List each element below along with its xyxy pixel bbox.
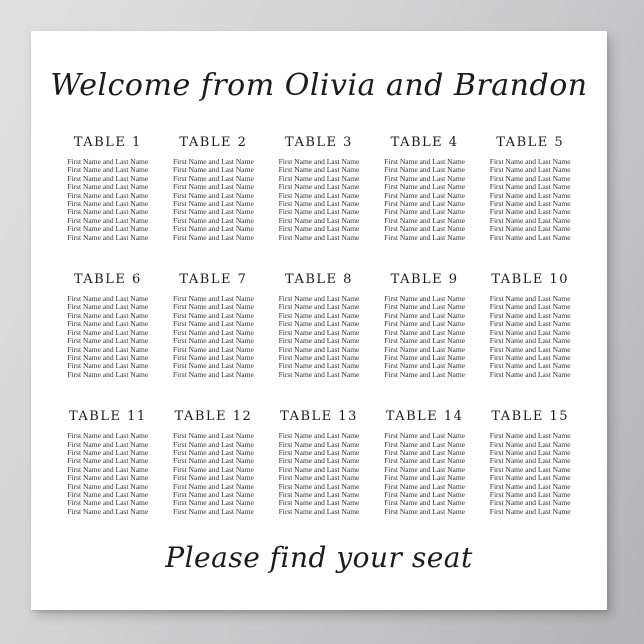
guest-name: First Name and Last Name: [489, 328, 571, 337]
guest-list: [479, 158, 581, 242]
guest-name: First Name and Last Name: [67, 233, 149, 242]
guest-name: First Name and Last Name: [384, 440, 465, 449]
guest-name: First Name and Last Name: [67, 432, 149, 441]
guest-name: First Name and Last Name: [489, 337, 571, 346]
guest-name: First Name and Last Name: [384, 432, 465, 441]
guest-name: First Name and Last Name: [67, 166, 149, 175]
guest-name: First Name and Last Name: [278, 216, 360, 225]
guest-name: First Name and Last Name: [172, 432, 254, 441]
guest-name: First Name and Last Name: [172, 208, 254, 217]
guest-name: First Name and Last Name: [172, 216, 254, 225]
guest-name: First Name and Last Name: [172, 448, 254, 457]
guest-name: First Name and Last Name: [489, 345, 571, 354]
guest-name: First Name and Last Name: [278, 465, 360, 474]
table-label: TABLE 15: [491, 409, 570, 425]
table-block: [374, 410, 476, 516]
guest-list: [479, 295, 581, 379]
guest-name: First Name and Last Name: [384, 311, 465, 320]
guest-name: First Name and Last Name: [489, 166, 571, 175]
guest-name: First Name and Last Name: [67, 507, 149, 516]
guest-name: First Name and Last Name: [67, 362, 149, 371]
guest-name: First Name and Last Name: [489, 362, 571, 371]
guest-list: [374, 432, 476, 516]
table-block: [268, 410, 370, 516]
guest-name: First Name and Last Name: [172, 320, 254, 329]
guest-name: First Name and Last Name: [489, 311, 571, 320]
guest-name: First Name and Last Name: [489, 208, 571, 217]
guest-name: First Name and Last Name: [172, 370, 254, 379]
guest-name: First Name and Last Name: [278, 482, 360, 491]
guest-name: First Name and Last Name: [67, 208, 149, 217]
guest-list: [163, 295, 265, 379]
guest-name: First Name and Last Name: [384, 216, 465, 225]
guest-list: [57, 158, 159, 242]
guest-name: First Name and Last Name: [278, 200, 360, 209]
guest-name: First Name and Last Name: [67, 328, 149, 337]
guest-name: First Name and Last Name: [489, 225, 571, 234]
guest-name: First Name and Last Name: [278, 311, 360, 320]
guest-name: First Name and Last Name: [384, 457, 465, 466]
table-label: TABLE 6: [73, 272, 142, 288]
guest-name: First Name and Last Name: [489, 174, 571, 183]
guest-name: First Name and Last Name: [67, 499, 149, 508]
guest-name: First Name and Last Name: [67, 191, 149, 200]
guest-name: First Name and Last Name: [172, 465, 254, 474]
guest-name: First Name and Last Name: [489, 440, 571, 449]
table-block: [479, 136, 581, 242]
guest-name: First Name and Last Name: [172, 457, 254, 466]
guest-name: First Name and Last Name: [489, 200, 571, 209]
guest-name: First Name and Last Name: [278, 507, 360, 516]
guest-name: First Name and Last Name: [489, 490, 571, 499]
guest-name: First Name and Last Name: [172, 166, 254, 175]
guest-name: First Name and Last Name: [278, 353, 360, 362]
guest-list: [268, 432, 370, 516]
guest-name: First Name and Last Name: [67, 370, 149, 379]
guest-name: First Name and Last Name: [384, 174, 465, 183]
table-block: [163, 273, 265, 379]
guest-name: First Name and Last Name: [172, 345, 254, 354]
guest-name: First Name and Last Name: [384, 448, 465, 457]
guest-name: First Name and Last Name: [172, 362, 254, 371]
guest-name: First Name and Last Name: [172, 183, 254, 192]
table-block: [268, 136, 370, 242]
guest-name: First Name and Last Name: [384, 320, 465, 329]
guest-name: First Name and Last Name: [384, 337, 465, 346]
guest-name: First Name and Last Name: [384, 225, 465, 234]
guest-name: First Name and Last Name: [489, 320, 571, 329]
guest-name: First Name and Last Name: [67, 465, 149, 474]
guest-name: First Name and Last Name: [278, 432, 360, 441]
guest-name: First Name and Last Name: [384, 370, 465, 379]
guest-name: First Name and Last Name: [67, 225, 149, 234]
guest-name: First Name and Last Name: [384, 191, 465, 200]
guest-name: First Name and Last Name: [278, 440, 360, 449]
guest-name: First Name and Last Name: [172, 353, 254, 362]
guest-name: First Name and Last Name: [278, 337, 360, 346]
table-block: [57, 410, 159, 516]
guest-name: First Name and Last Name: [489, 370, 571, 379]
table-label: TABLE 14: [385, 409, 464, 425]
guest-name: First Name and Last Name: [172, 311, 254, 320]
guest-name: First Name and Last Name: [172, 295, 254, 304]
guest-name: First Name and Last Name: [489, 353, 571, 362]
table-block: [374, 273, 476, 379]
table-label: TABLE 12: [174, 409, 253, 425]
guest-name: First Name and Last Name: [67, 303, 149, 312]
guest-name: First Name and Last Name: [172, 440, 254, 449]
guest-name: First Name and Last Name: [384, 362, 465, 371]
guest-name: First Name and Last Name: [489, 183, 571, 192]
guest-name: First Name and Last Name: [172, 158, 254, 166]
guest-name: First Name and Last Name: [278, 320, 360, 329]
guest-name: First Name and Last Name: [67, 482, 149, 491]
guest-name: First Name and Last Name: [278, 457, 360, 466]
guest-name: First Name and Last Name: [384, 233, 465, 242]
guest-name: First Name and Last Name: [489, 448, 571, 457]
guest-name: First Name and Last Name: [67, 200, 149, 209]
guest-name: First Name and Last Name: [384, 353, 465, 362]
guest-name: First Name and Last Name: [278, 158, 360, 166]
guest-name: First Name and Last Name: [489, 474, 571, 483]
guest-name: First Name and Last Name: [278, 474, 360, 483]
guest-name: First Name and Last Name: [384, 208, 465, 217]
guest-name: First Name and Last Name: [278, 295, 360, 304]
guest-name: First Name and Last Name: [384, 183, 465, 192]
guest-name: First Name and Last Name: [384, 158, 465, 166]
guest-name: First Name and Last Name: [67, 457, 149, 466]
guest-name: First Name and Last Name: [67, 158, 149, 166]
guest-name: First Name and Last Name: [172, 174, 254, 183]
guest-name: First Name and Last Name: [172, 482, 254, 491]
guest-list: [57, 295, 159, 379]
guest-name: First Name and Last Name: [278, 370, 360, 379]
guest-name: First Name and Last Name: [384, 166, 465, 175]
guest-name: First Name and Last Name: [67, 320, 149, 329]
table-block: [479, 410, 581, 516]
table-label: TABLE 2: [179, 135, 248, 150]
guest-name: First Name and Last Name: [172, 191, 254, 200]
guest-name: First Name and Last Name: [489, 295, 571, 304]
guest-name: First Name and Last Name: [278, 448, 360, 457]
table-label: TABLE 9: [390, 272, 459, 288]
table-label: TABLE 11: [68, 409, 147, 425]
guest-name: First Name and Last Name: [278, 208, 360, 217]
table-label: TABLE 8: [285, 272, 353, 288]
guest-name: First Name and Last Name: [67, 216, 149, 225]
guest-name: First Name and Last Name: [278, 233, 360, 242]
guest-name: First Name and Last Name: [172, 490, 254, 499]
guest-name: First Name and Last Name: [278, 191, 360, 200]
guest-name: First Name and Last Name: [384, 474, 465, 483]
guest-name: First Name and Last Name: [489, 507, 571, 516]
guest-name: First Name and Last Name: [67, 337, 149, 346]
guest-name: First Name and Last Name: [67, 448, 149, 457]
seating-chart-poster: [31, 31, 607, 610]
guest-name: First Name and Last Name: [278, 362, 360, 371]
guest-name: First Name and Last Name: [278, 499, 360, 508]
table-block: [268, 273, 370, 379]
poster-footer: Please find your seat: [165, 541, 473, 575]
guest-name: First Name and Last Name: [489, 303, 571, 312]
guest-name: First Name and Last Name: [489, 482, 571, 491]
guest-list: [57, 432, 159, 516]
guest-name: First Name and Last Name: [278, 174, 360, 183]
table-block: [163, 410, 265, 516]
guest-name: First Name and Last Name: [278, 345, 360, 354]
guest-name: First Name and Last Name: [67, 490, 149, 499]
guest-list: [163, 158, 265, 242]
guest-name: First Name and Last Name: [384, 295, 465, 304]
table-block: [57, 136, 159, 242]
table-label: TABLE 13: [280, 409, 358, 425]
guest-name: First Name and Last Name: [384, 507, 465, 516]
guest-name: First Name and Last Name: [489, 158, 571, 166]
table-block: [374, 136, 476, 242]
guest-name: First Name and Last Name: [67, 295, 149, 304]
guest-name: First Name and Last Name: [278, 303, 360, 312]
guest-name: First Name and Last Name: [67, 311, 149, 320]
guest-name: First Name and Last Name: [384, 465, 465, 474]
guest-name: First Name and Last Name: [67, 345, 149, 354]
guest-name: First Name and Last Name: [489, 233, 571, 242]
guest-name: First Name and Last Name: [278, 225, 360, 234]
table-label: TABLE 7: [179, 272, 248, 288]
poster-title: Welcome from Olivia and Brandon: [50, 68, 588, 103]
guest-name: First Name and Last Name: [384, 303, 465, 312]
guest-name: First Name and Last Name: [67, 440, 149, 449]
tables-grid: [57, 136, 581, 516]
guest-name: First Name and Last Name: [489, 457, 571, 466]
guest-name: First Name and Last Name: [172, 474, 254, 483]
guest-name: First Name and Last Name: [67, 353, 149, 362]
guest-name: First Name and Last Name: [278, 183, 360, 192]
guest-name: First Name and Last Name: [67, 183, 149, 192]
guest-name: First Name and Last Name: [172, 507, 254, 516]
guest-name: First Name and Last Name: [489, 499, 571, 508]
guest-name: First Name and Last Name: [172, 337, 254, 346]
guest-name: First Name and Last Name: [278, 328, 360, 337]
guest-name: First Name and Last Name: [172, 200, 254, 209]
guest-name: First Name and Last Name: [67, 474, 149, 483]
guest-name: First Name and Last Name: [67, 174, 149, 183]
table-block: [57, 273, 159, 379]
guest-list: [374, 158, 476, 242]
guest-name: First Name and Last Name: [489, 216, 571, 225]
guest-name: First Name and Last Name: [384, 482, 465, 491]
guest-name: First Name and Last Name: [384, 345, 465, 354]
guest-name: First Name and Last Name: [384, 200, 465, 209]
guest-name: First Name and Last Name: [172, 225, 254, 234]
table-label: TABLE 3: [285, 135, 353, 150]
guest-name: First Name and Last Name: [384, 490, 465, 499]
table-label: TABLE 1: [73, 135, 142, 150]
guest-name: First Name and Last Name: [384, 328, 465, 337]
table-label: TABLE 5: [496, 135, 565, 150]
guest-name: First Name and Last Name: [278, 490, 360, 499]
guest-name: First Name and Last Name: [489, 191, 571, 200]
guest-name: First Name and Last Name: [172, 303, 254, 312]
guest-name: First Name and Last Name: [278, 166, 360, 175]
guest-name: First Name and Last Name: [489, 432, 571, 441]
guest-list: [374, 295, 476, 379]
table-label: TABLE 10: [491, 272, 570, 288]
guest-list: [163, 432, 265, 516]
guest-name: First Name and Last Name: [172, 233, 254, 242]
guest-name: First Name and Last Name: [172, 499, 254, 508]
guest-list: [268, 295, 370, 379]
guest-name: First Name and Last Name: [172, 328, 254, 337]
guest-list: [268, 158, 370, 242]
table-block: [479, 273, 581, 379]
table-block: [163, 136, 265, 242]
guest-name: First Name and Last Name: [489, 465, 571, 474]
guest-list: [479, 432, 581, 516]
guest-name: First Name and Last Name: [384, 499, 465, 508]
table-label: TABLE 4: [390, 135, 459, 150]
